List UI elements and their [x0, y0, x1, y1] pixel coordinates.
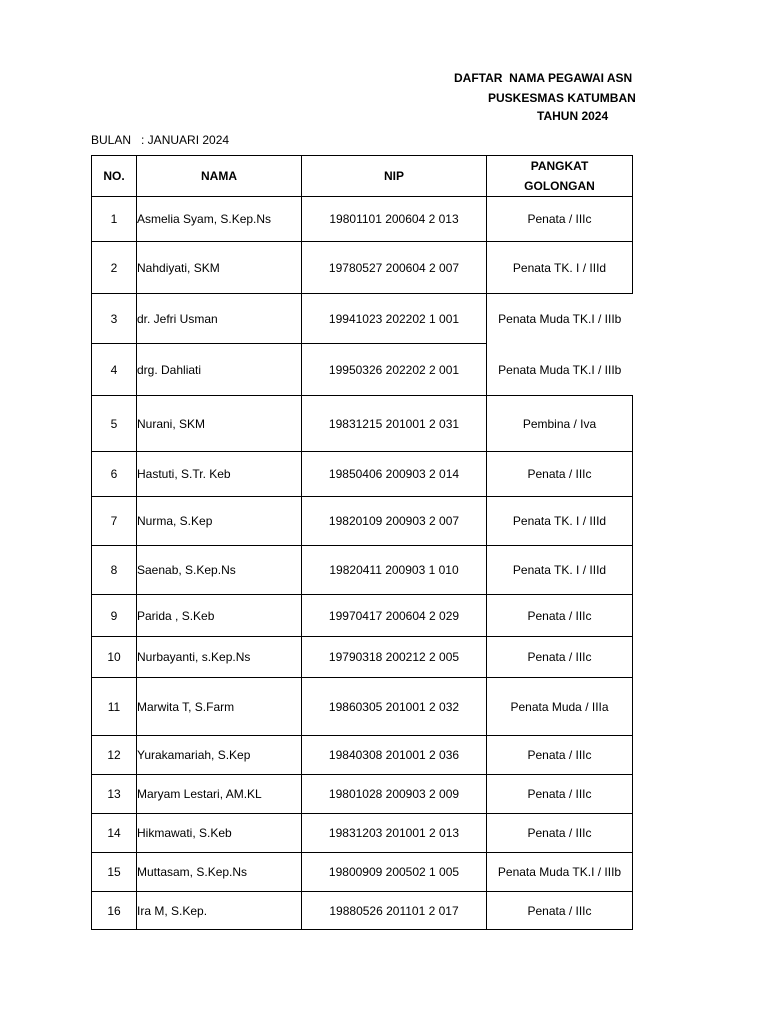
cell-no: 16 — [92, 892, 137, 930]
header-pangkat — [487, 156, 633, 197]
cell-nip: 19801101 200604 2 013 — [302, 197, 487, 242]
header-pangkat-line1: PANGKAT — [530, 159, 589, 173]
cell-no: 9 — [92, 595, 137, 637]
cell-nip: 19801028 200903 2 009 — [302, 775, 487, 814]
header-no: NO. — [92, 156, 137, 197]
table-row — [92, 853, 633, 892]
table-row — [92, 814, 633, 853]
cell-pangkat: Pembina / Iva — [487, 396, 633, 452]
cell-nip: 19840308 201001 2 036 — [302, 736, 487, 775]
cell-pangkat: Penata Muda / IIIa — [487, 678, 633, 736]
cell-no: 5 — [92, 396, 137, 452]
table-row — [92, 452, 633, 497]
cell-nama: drg. Dahliati — [137, 344, 302, 396]
cell-pangkat: Penata / IIIc — [487, 892, 633, 930]
table-row — [92, 294, 633, 344]
table-header-row — [92, 156, 633, 197]
cell-nama: Nahdiyati, SKM — [137, 242, 302, 294]
cell-nama: Hikmawati, S.Keb — [137, 814, 302, 853]
cell-pangkat: Penata TK. I / IIId — [487, 546, 633, 595]
cell-nama: Parida , S.Keb — [137, 595, 302, 637]
table-row — [92, 775, 633, 814]
table-row — [92, 678, 633, 736]
table-row — [92, 344, 633, 396]
cell-nip: 19790318 200212 2 005 — [302, 637, 487, 678]
cell-no: 12 — [92, 736, 137, 775]
header-nip: NIP — [302, 156, 487, 197]
cell-pangkat: Penata / IIIc — [487, 637, 633, 678]
cell-nama: Asmelia Syam, S.Kep.Ns — [137, 197, 302, 242]
cell-nip: 19831215 201001 2 031 — [302, 396, 487, 452]
cell-no: 8 — [92, 546, 137, 595]
cell-pangkat: Penata Muda TK.I / IIIb — [487, 853, 633, 892]
cell-nama: Yurakamariah, S.Kep — [137, 736, 302, 775]
cell-pangkat: Penata / IIIc — [487, 814, 633, 853]
cell-pangkat: Penata TK. I / IIId — [487, 242, 633, 294]
table-row — [92, 595, 633, 637]
cell-no: 4 — [92, 344, 137, 396]
table-row — [92, 396, 633, 452]
cell-no: 15 — [92, 853, 137, 892]
cell-no: 13 — [92, 775, 137, 814]
cell-nama: Ira M, S.Kep. — [137, 892, 302, 930]
cell-no: 1 — [92, 197, 137, 242]
employee-table — [91, 155, 633, 930]
cell-no: 7 — [92, 497, 137, 546]
cell-nip: 19800909 200502 1 005 — [302, 853, 487, 892]
cell-nama: Nurma, S.Kep — [137, 497, 302, 546]
cell-nama: Hastuti, S.Tr. Keb — [137, 452, 302, 497]
cell-nip: 19950326 202202 2 001 — [302, 344, 487, 396]
header-pangkat-line2: GOLONGAN — [524, 179, 595, 193]
cell-no: 14 — [92, 814, 137, 853]
cell-nip: 19880526 201101 2 017 — [302, 892, 487, 930]
cell-nama: Muttasam, S.Kep.Ns — [137, 853, 302, 892]
cell-nip: 19820109 200903 2 007 — [302, 497, 487, 546]
cell-pangkat: Penata / IIIc — [487, 595, 633, 637]
cell-no: 10 — [92, 637, 137, 678]
table-row — [92, 242, 633, 294]
cell-no: 6 — [92, 452, 137, 497]
table-row — [92, 892, 633, 930]
cell-nip: 19831203 201001 2 013 — [302, 814, 487, 853]
cell-pangkat: Penata Muda TK.I / IIIb — [487, 344, 633, 396]
cell-pangkat: Penata Muda TK.I / IIIb — [487, 294, 633, 344]
month-label: BULAN : JANUARI 2024 — [91, 133, 230, 147]
cell-no: 2 — [92, 242, 137, 294]
cell-nip: 19820411 200903 1 010 — [302, 546, 487, 595]
cell-nama: Nurani, SKM — [137, 396, 302, 452]
cell-nip: 19860305 201001 2 032 — [302, 678, 487, 736]
cell-pangkat: Penata / IIIc — [487, 452, 633, 497]
cell-no: 11 — [92, 678, 137, 736]
cell-pangkat: Penata / IIIc — [487, 197, 633, 242]
title-line-2: PUSKESMAS KATUMBAN — [488, 91, 636, 105]
cell-nama: Nurbayanti, s.Kep.Ns — [137, 637, 302, 678]
title-line-1: DAFTAR NAMA PEGAWAI ASN — [454, 71, 633, 85]
cell-nama: Marwita T, S.Farm — [137, 678, 302, 736]
cell-nip: 19780527 200604 2 007 — [302, 242, 487, 294]
table-row — [92, 546, 633, 595]
header-nama: NAMA — [137, 156, 302, 197]
cell-nama: Maryam Lestari, AM.KL — [137, 775, 302, 814]
table-row — [92, 736, 633, 775]
cell-nip: 19941023 202202 1 001 — [302, 294, 487, 344]
cell-pangkat: Penata / IIIc — [487, 736, 633, 775]
table-row — [92, 497, 633, 546]
cell-pangkat: Penata / IIIc — [487, 775, 633, 814]
table-row — [92, 197, 633, 242]
cell-nama: Saenab, S.Kep.Ns — [137, 546, 302, 595]
cell-no: 3 — [92, 294, 137, 344]
cell-nip: 19970417 200604 2 029 — [302, 595, 487, 637]
cell-pangkat: Penata TK. I / IIId — [487, 497, 633, 546]
cell-nama: dr. Jefri Usman — [137, 294, 302, 344]
cell-nip: 19850406 200903 2 014 — [302, 452, 487, 497]
table-row — [92, 637, 633, 678]
title-line-3: TAHUN 2024 — [537, 109, 609, 123]
